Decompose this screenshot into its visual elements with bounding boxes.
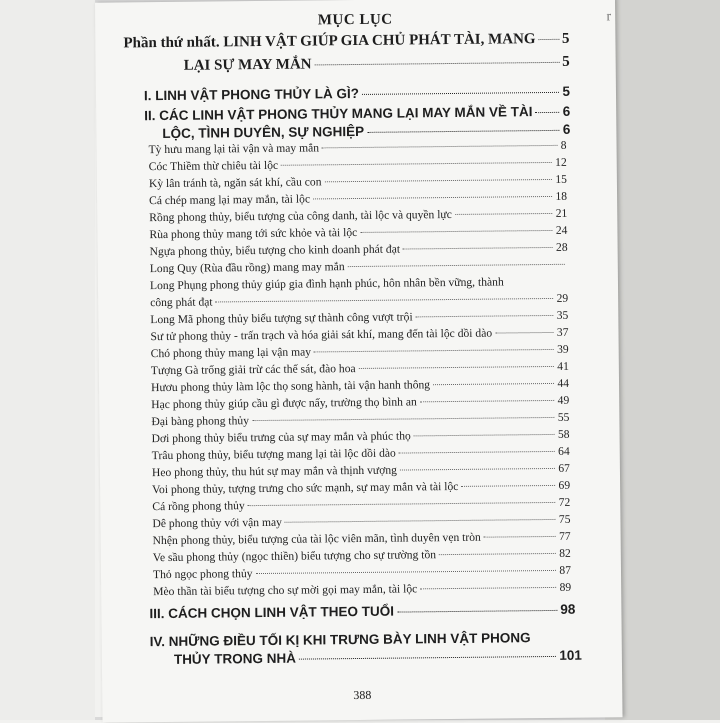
facing-page [605,0,720,720]
toc-item-label: Kỳ lân tránh tà, ngăn sát khí, cầu con [148,175,322,191]
leader-dots [322,145,558,148]
toc-item-label: Đại bàng phong thủy [151,414,250,429]
toc-item [149,173,567,190]
toc-item [153,547,571,564]
background-left [0,0,95,720]
toc-item-label: Tỳ hưu mang lại tài vận và may mắn [148,141,320,157]
leader-dots [299,656,556,660]
toc-page: 6 [562,121,571,137]
leader-dots [216,298,554,303]
leader-dots [348,264,565,267]
toc-item-label: công phát đạt [150,295,213,310]
toc-item-label: Dê phong thủy với vận may [152,515,283,531]
leader-dots [256,570,557,574]
toc-page: 87 [559,563,572,577]
toc-item [149,207,567,224]
toc-item [150,326,568,343]
toc-page: 18 [555,189,568,203]
toc-page: 69 [558,478,571,492]
leader-dots [397,610,557,613]
toc-section-4-cont [174,648,582,667]
toc-section-1 [144,84,570,103]
leader-dots [414,434,555,436]
toc-item [152,479,570,496]
toc-item [150,275,568,292]
toc-page: 21 [555,206,568,220]
toc-section-2-cont [162,122,570,141]
toc-item [152,496,570,513]
leader-dots [420,587,556,589]
toc-page: 49 [557,393,570,407]
toc-page: 67 [558,461,570,475]
leader-dots [403,247,553,250]
toc-item [150,309,568,326]
toc-item [152,462,570,479]
toc-section-label: THỦY TRONG NHÀ [173,650,296,667]
toc-item [152,513,570,530]
toc-page: 39 [557,342,569,356]
toc-item [150,258,568,275]
toc-section-label: III. CÁCH CHỌN LINH VẬT THEO TUỔI [149,603,394,622]
toc-item [150,241,568,258]
leader-dots [416,315,554,317]
toc-page: 44 [557,376,570,390]
toc-section-label: LỘC, TÌNH DUYÊN, SỰ NGHIỆP [162,123,365,142]
toc-section-2 [144,104,570,123]
toc-item-label: Tượng Gà trống giải trừ các thế sát, đào hoa [150,362,356,378]
toc-item [153,530,571,547]
toc-item [153,564,571,581]
leader-dots [359,366,555,369]
toc-item-label: Hươu phong thủy làm lộc thọ song hành, tài vận hanh thông [150,378,431,395]
leader-dots [314,349,554,353]
toc-page: 6 [562,103,571,119]
leader-dots [281,162,552,166]
toc-item-label: Cá chép mang lại may mắn, tài lộc [149,192,311,208]
toc-item [151,394,569,411]
page-number: 388 [353,687,372,703]
toc-item [151,377,569,394]
toc-page: 37 [556,325,569,339]
toc-part-1-line2: LẠI SỰ MAY MẮN [183,56,312,74]
leader-dots [439,553,556,555]
toc-page: 5 [561,30,570,47]
leader-dots [461,485,555,487]
toc-page: 98 [560,601,576,617]
toc-page: 5 [562,53,570,70]
leader-dots [285,519,556,523]
toc-item-label: Voi phong thủy, tượng trưng cho sức mạnh, sự may mắn và tài lộc [152,479,459,497]
toc-item [149,224,567,241]
toc-page: 75 [558,512,571,526]
toc-page: 35 [556,308,569,322]
page-title: MỤC LỤC [317,11,393,29]
toc-item [151,411,569,428]
book-page [95,0,623,723]
toc-section-4 [150,630,576,649]
toc-item [149,156,567,173]
toc-page: 77 [558,529,571,543]
toc-section-label: II. CÁC LINH VẬT PHONG THỦY MANG LẠI MAY MẮN VỀ TÀI [144,104,533,124]
toc-page: 8 [560,138,567,152]
leader-dots [248,502,556,506]
toc-item [152,428,570,445]
toc-item-label: Long Quy (Rùa đầu rồng) mang may mắn [149,260,345,276]
toc-item-cont [150,292,568,309]
leader-dots [252,417,555,421]
toc-item-label: Ve sầu phong thủy (ngọc thiền) biểu tượng cho sự trường tồn [152,548,437,565]
toc-page: 82 [559,546,571,560]
toc-page: 28 [555,240,568,254]
toc-item-label: Chó phong thủy mang lại vận may [150,345,312,361]
toc-item [148,139,566,156]
leader-dots [495,332,554,334]
toc-page: 72 [558,495,571,509]
facing-page-edge-letter: r [606,9,612,25]
toc-page: 29 [556,291,569,305]
toc-item [153,581,571,598]
toc-item-label: Thỏ ngọc phong thủy [152,567,253,582]
toc-item-label: Heo phong thủy, thu hút sự may mắn và thịnh vượng [151,463,397,480]
leader-dots [455,213,553,215]
toc-item-label: Nhện phong thủy, biểu tượng của tài lộc viên mãn, tình duyên vẹn tròn [152,530,481,548]
leader-dots [362,92,559,95]
toc-item [151,343,569,360]
toc-item-label: Rồng phong thủy, biểu tượng của công danh, tài lộc và quyền lực [149,207,452,225]
toc-section-label: IV. NHỮNG ĐIỀU TỐI KỊ KHI TRƯNG BÀY LINH VẬT PHONG [149,630,531,650]
toc-item-label: Rùa phong thủy mang tới sức khỏe và tài lộc [149,225,358,242]
toc-item-label: Hạc phong thủy giúp cầu gì được nấy, trường thọ bình an [151,395,417,412]
leader-dots [539,39,559,40]
toc-page: 55 [557,410,570,424]
toc-page: 5 [562,83,571,99]
leader-dots [367,130,560,133]
toc-item-label: Long Mã phong thủy biểu tượng sự thành công vượt trội [150,310,413,327]
toc-page: 64 [558,444,570,458]
toc-page: 89 [559,580,572,594]
toc-item [149,190,567,207]
toc-part-1-cont [184,54,570,75]
leader-dots [535,112,559,113]
leader-dots [360,230,553,233]
leader-dots [313,196,552,200]
toc-item [152,445,570,462]
toc-item-label: Dơi phong thủy biểu trưng của sự may mắn và phúc thọ [151,429,411,446]
leader-dots [433,383,554,385]
toc-item-label: Ngựa phong thủy, biểu tượng cho kinh doanh phát đạt [149,242,401,259]
leader-dots [484,536,556,538]
leader-dots [315,62,560,66]
leader-dots [420,400,555,402]
toc-page: 101 [559,647,582,663]
toc-page: 24 [555,223,568,237]
toc-section-label: I. LINH VẬT PHONG THỦY LÀ GÌ? [143,85,360,104]
toc-page: 41 [557,359,569,373]
toc-item-label: Mèo thần tài biểu tượng cho sự mời gọi may mắn, tài lộc [153,582,418,599]
toc-part-1 [123,31,569,53]
toc-item [151,360,569,377]
toc-section-3 [149,602,575,621]
leader-dots [324,179,552,182]
toc-page: 12 [555,155,567,169]
toc-item-label: Sư tử phong thủy - trấn trạch và hóa giải sát khí, mang đến tài lộc dồi dào [150,326,493,344]
toc-part-1-line1: Phần thứ nhất. LINH VẬT GIÚP GIA CHỦ PHÁT TÀI, MANG [123,31,536,52]
toc-item-label: Trâu phong thủy, biểu tượng mang lại tài lộc dồi dào [151,446,396,463]
leader-dots [400,468,555,471]
toc-item-label: Cá rồng phong thủy [152,499,245,514]
toc-item-label: Cóc Thiềm thừ chiêu tài lộc [148,158,279,174]
leader-dots [399,451,555,454]
toc-page: 15 [555,172,567,186]
toc-page: 58 [557,427,570,441]
toc-item-label: Long Phụng phong thủy giúp gia đình hạnh phúc, hôn nhân bền vững, thành [149,275,504,293]
